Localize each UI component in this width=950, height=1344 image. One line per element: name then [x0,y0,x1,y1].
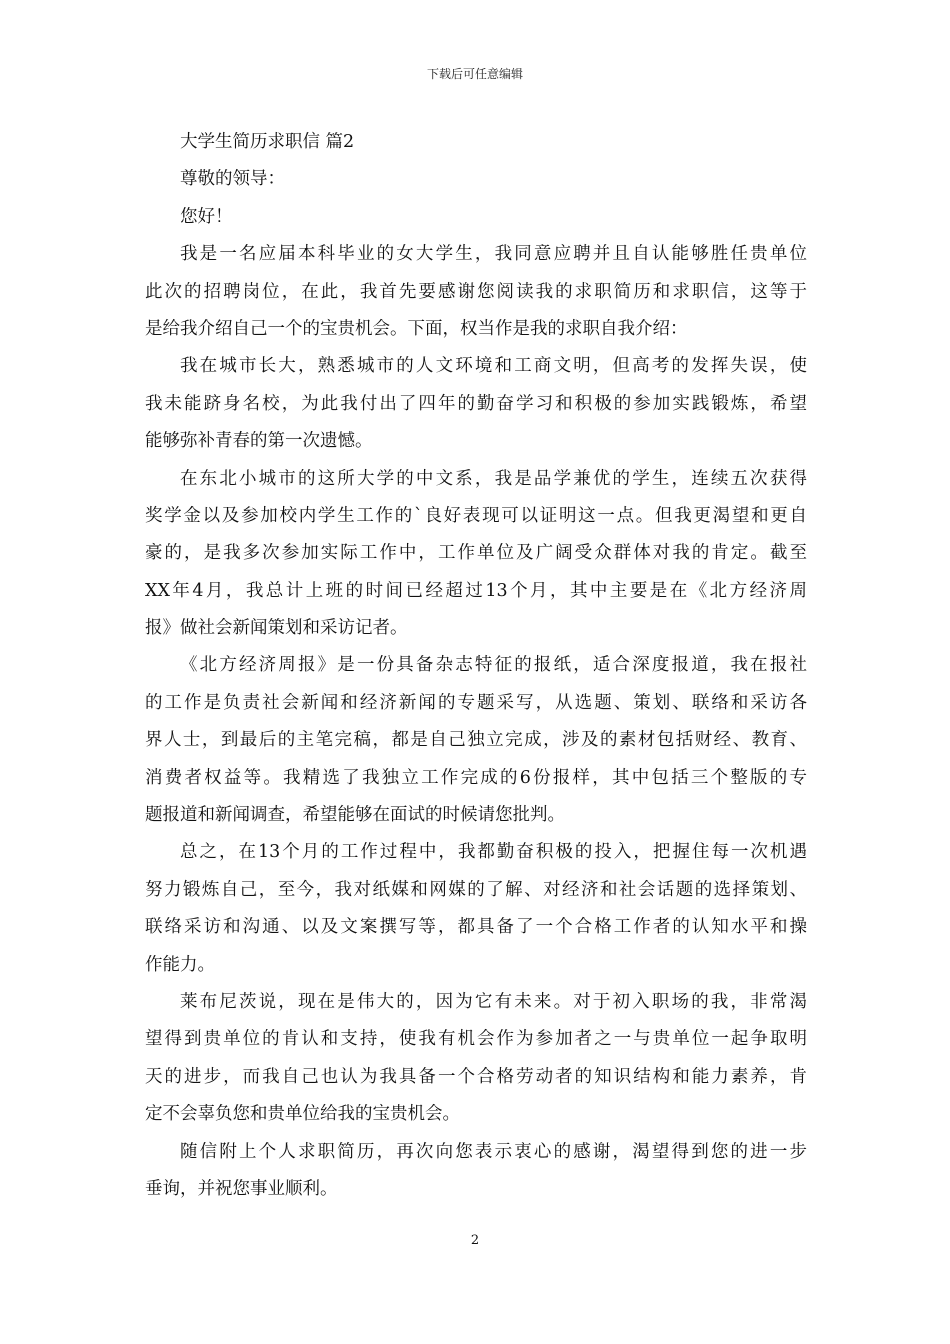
text-line: 努力锻炼自己，至今，我对纸媒和网媒的了解、对经济和社会话题的选择策划、 [145,879,807,900]
text-line: 您好！ [180,206,233,227]
text-line: 我未能跻身名校，为此我付出了四年的勤奋学习和积极的参加实践锻炼，希望 [145,393,807,414]
text-line: 界人士，到最后的主笔完稿，都是自己独立完成，涉及的素材包括财经、教育、 [145,730,807,751]
text-line: 的工作是负责社会新闻和经济新闻的专题采写，从选题、策划、联络和采访各 [145,692,807,713]
text-line: 作能力。 [145,954,215,975]
text-line: 垂询，并祝您事业顺利。 [145,1178,338,1199]
text-line: 豪的，是我多次参加实际工作中，工作单位及广阔受众群体对我的肯定。截至 [145,543,807,564]
text-line: 随信附上个人求职简历，再次向您表示衷心的感谢，渴望得到您的进一步 [180,1141,807,1162]
text-line: 我是一名应届本科毕业的女大学生，我同意应聘并且自认能够胜任贵单位 [180,244,807,265]
text-line: 是给我介绍自己一个的宝贵机会。下面，权当作是我的求职自我介绍： [145,318,688,339]
text-line: 能够弥补青春的第一次遗憾。 [145,431,373,452]
text-line: 奖学金以及参加校内学生工作的`良好表现可以证明这一点。但我更渴望和更自 [145,505,807,526]
text-line: 报》做社会新闻策划和采访记者。 [145,618,408,639]
text-line: 此次的招聘岗位，在此，我首先要感谢您阅读我的求职简历和求职信，这等于 [145,281,807,302]
text-line: 消费者权益等。我精选了我独立工作完成的6份报样，其中包括三个整版的专 [145,767,807,788]
text-line: 题报道和新闻调查，希望能够在面试的时候请您批判。 [145,805,565,826]
text-line: 定不会辜负您和贵单位给我的宝贵机会。 [145,1104,460,1125]
text-line: 天的进步，而我自己也认为我具备一个合格劳动者的知识结构和能力素养，肯 [145,1066,807,1087]
text-line: 尊敬的领导： [180,169,285,190]
text-line: 望得到贵单位的肯认和支持，使我有机会作为参加者之一与贵单位一起争取明 [145,1029,807,1050]
text-line: XX年4月，我总计上班的时间已经超过13个月，其中主要是在《北方经济周 [145,580,807,601]
text-line: 《北方经济周报》是一份具备杂志特征的报纸，适合深度报道，我在报社 [180,655,807,676]
letter-body [145,124,807,1208]
text-line: 总之，在13个月的工作过程中，我都勤奋积极的投入，把握住每一次机遇 [180,842,807,863]
text-line: 我在城市长大，熟悉城市的人文环境和工商文明，但高考的发挥失误，使 [180,356,807,377]
text-line: 大学生简历求职信 篇2 [180,132,355,152]
text-line: 莱布尼茨说，现在是伟大的，因为它有未来。对于初入职场的我，非常渴 [180,991,807,1012]
page-header: 下载后可任意编辑 [426,67,523,81]
text-line: 联络采访和沟通、以及文案撰写等，都具备了一个合格工作者的认知水平和操 [145,917,807,938]
page-number: 2 [470,1233,480,1248]
text-line: 在东北小城市的这所大学的中文系，我是品学兼优的学生，连续五次获得 [180,468,807,489]
